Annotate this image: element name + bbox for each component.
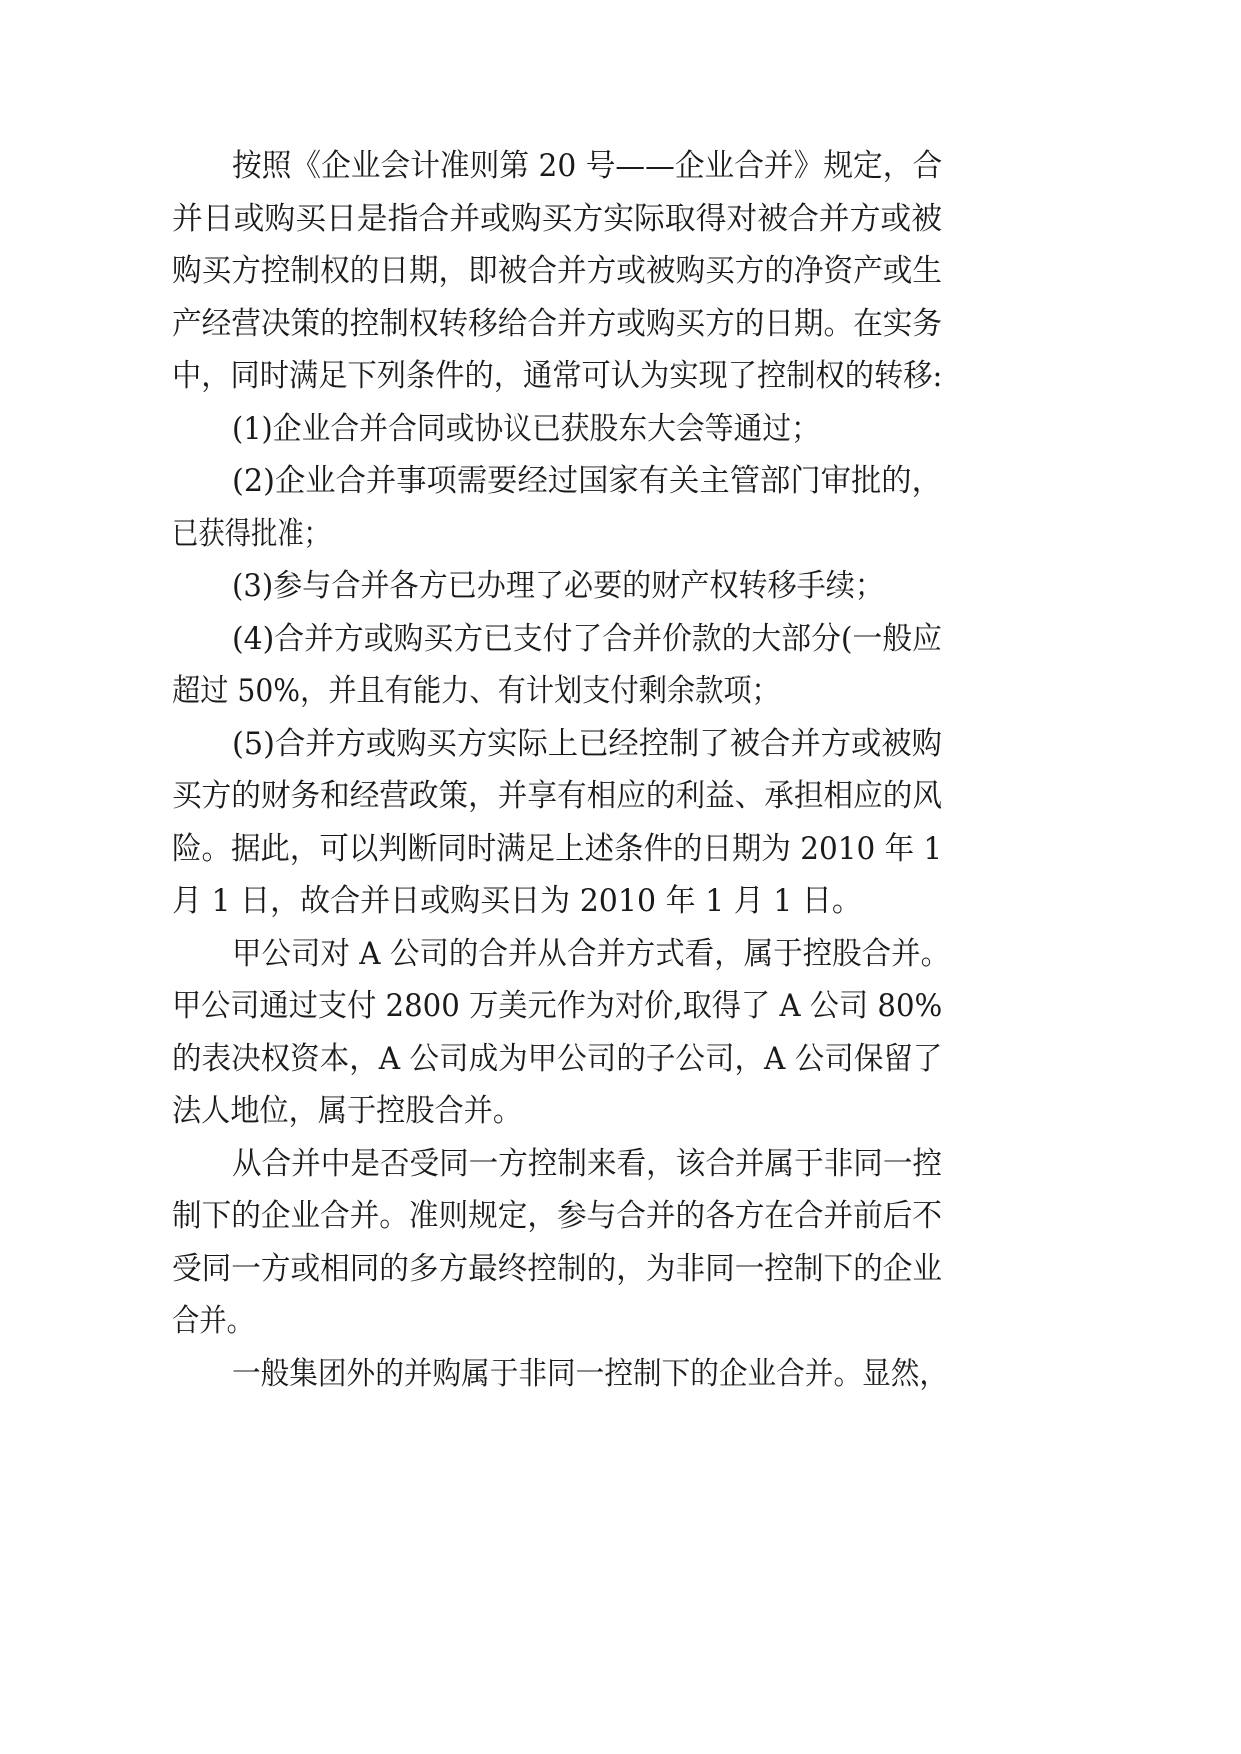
text-line: (4)合并方或购买方已支付了合并价款的大部分(一般应 [232,621,943,657]
text-line: (5)合并方或购买方实际上已经控制了被合并方或被购 [232,726,942,762]
text-line: (3)参与合并各方已办理了必要的财产权转移手续； [232,568,884,604]
text-line: 险。据此，可以判断同时满足上述条件的日期为 2010 年 1 [172,831,943,867]
text-line: 的表决权资本，A 公司成为甲公司的子公司，A 公司保留了 [172,1041,943,1077]
text-line: (1)企业合并合同或协议已获股东大会等通过； [232,411,820,447]
text-line: 甲公司通过支付 2800 万美元作为对价,取得了 A 公司 80% [172,988,943,1024]
text-line: 甲公司对 A 公司的合并从合并方式看，属于控股合并。 [232,936,951,972]
text-line: 制下的企业合并。准则规定，参与合并的各方在合并前后不 [172,1198,942,1234]
text-line: 购买方控制权的日期，即被合并方或被购买方的净资产或生 [172,253,942,289]
text-line: 产经营决策的控制权转移给合并方或购买方的日期。在实务 [172,306,942,342]
text-line: 合并。 [172,1303,254,1339]
text-line: 从合并中是否受同一方控制来看，该合并属于非同一控 [232,1146,942,1182]
text-line: 超过 50%，并且有能力、有计划支付剩余款项； [172,673,780,709]
text-line: 已获得批准； [172,516,330,552]
text-line: 月 1 日，故合并日或购买日为 2010 年 1 月 1 日。 [172,883,862,919]
text-line: 受同一方或相同的多方最终控制的，为非同一控制下的企业 [172,1251,942,1287]
text-line: 按照《企业会计准则第 20 号——企业合并》规定，合 [232,148,943,184]
text-line: 一般集团外的并购属于非同一控制下的企业合并。显然， [232,1356,948,1392]
text-line: 法人地位，属于控股合并。 [172,1093,522,1129]
text-line: (2)企业合并事项需要经过国家有关主管部门审批的， [232,463,942,499]
text-line: 买方的财务和经营政策，并享有相应的利益、承担相应的风 [172,778,942,814]
text-line: 并日或购买日是指合并或购买方实际取得对被合并方或被 [172,201,942,237]
text-line: 中，同时满足下列条件的，通常可认为实现了控制权的转移: [172,358,943,394]
